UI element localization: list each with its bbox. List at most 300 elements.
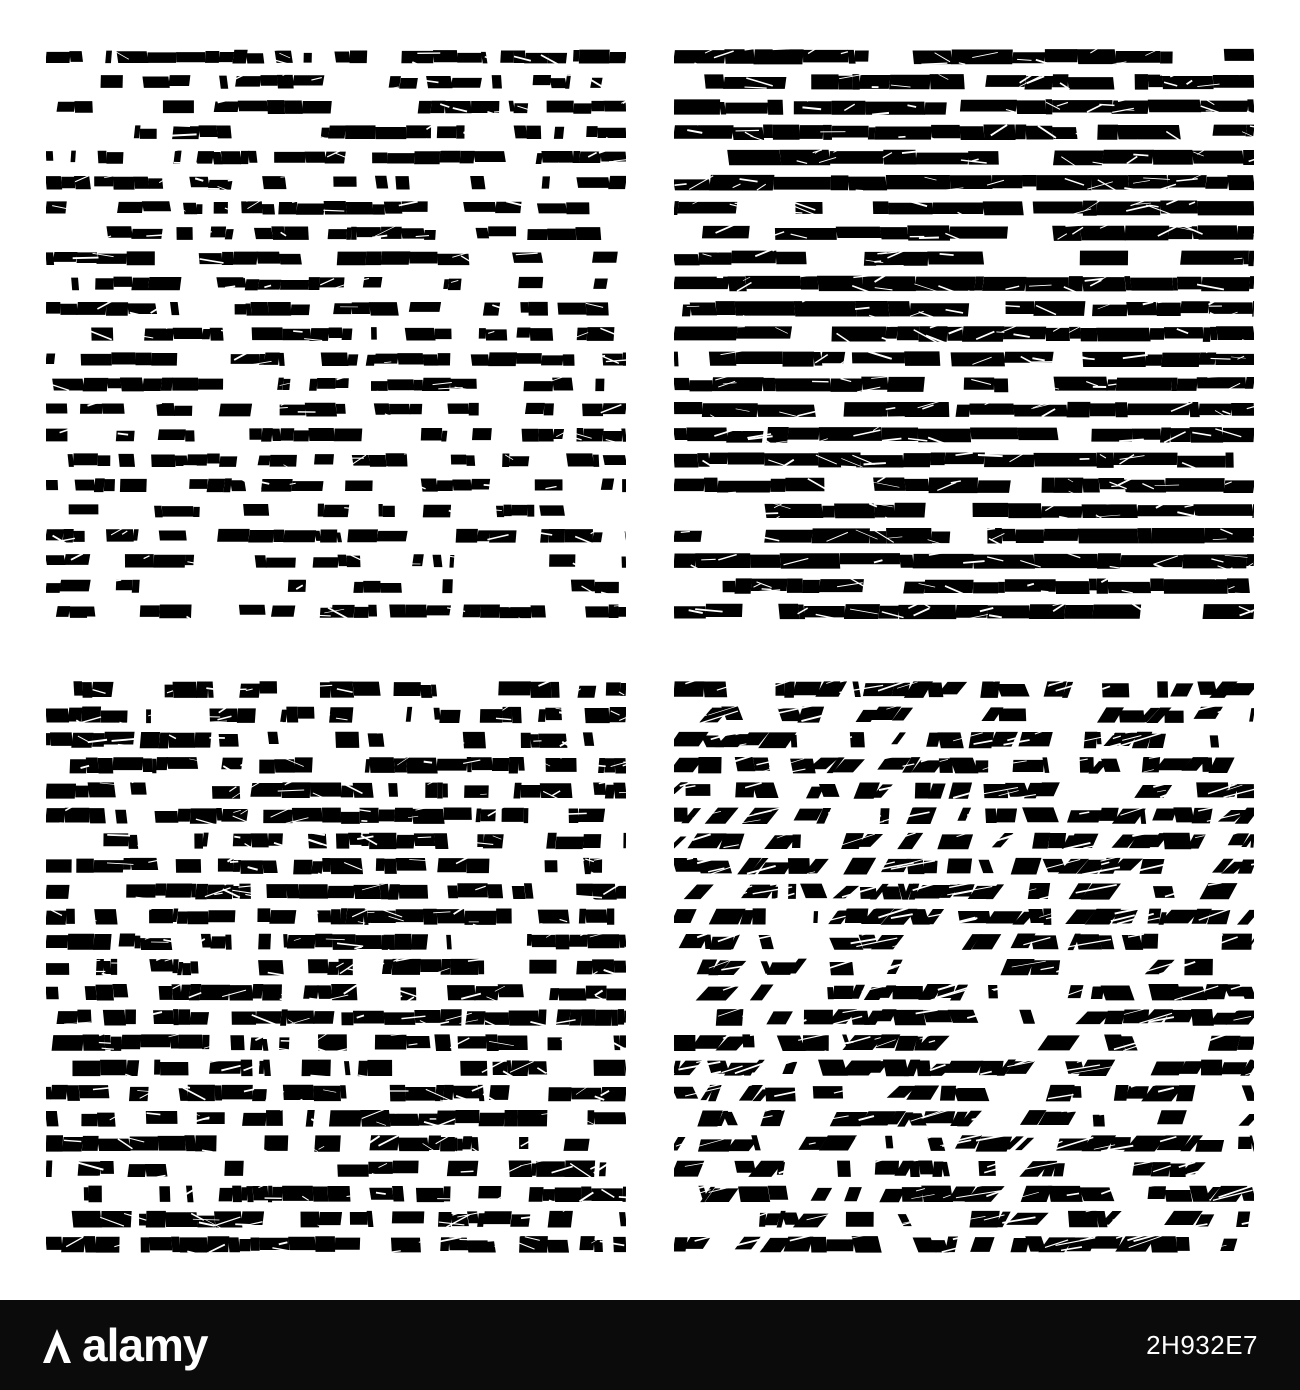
scratch-mark	[807, 92, 828, 102]
ink-fragment	[674, 909, 697, 923]
ink-fragment	[679, 934, 709, 948]
stripe-4	[70, 751, 626, 780]
scratch-mark	[75, 72, 89, 79]
ink-fragment	[345, 908, 364, 924]
ink-fragment	[674, 428, 688, 440]
ink-fragment	[585, 910, 608, 923]
ink-fragment	[995, 809, 1017, 823]
ink-fragment	[228, 985, 253, 1000]
ink-fragment	[471, 101, 500, 113]
ink-fragment	[517, 1110, 547, 1126]
ink-fragment	[811, 1237, 827, 1253]
ink-fragment	[555, 935, 569, 950]
ink-fragment	[290, 304, 310, 315]
ink-fragment	[521, 733, 531, 748]
ink-fragment	[549, 529, 565, 542]
ink-fragment	[382, 959, 393, 974]
ink-fragment	[1201, 1060, 1222, 1076]
ink-fragment	[268, 1186, 272, 1202]
stripe-21	[46, 554, 626, 573]
scratch-mark	[841, 466, 856, 467]
ink-fragment	[489, 1085, 510, 1100]
scratch-mark	[594, 189, 604, 192]
ink-fragment	[314, 1135, 340, 1151]
scratch-mark	[1125, 165, 1147, 169]
ink-fragment	[476, 228, 490, 239]
ink-fragment	[242, 1113, 267, 1126]
scratch-mark	[298, 913, 319, 925]
ink-fragment	[134, 936, 140, 949]
scratch-mark	[1175, 1178, 1217, 1186]
ink-fragment	[750, 555, 781, 568]
ink-fragment	[221, 809, 248, 822]
ink-fragment	[199, 125, 218, 137]
ink-fragment	[346, 556, 360, 567]
ink-fragment	[387, 153, 415, 163]
ink-fragment	[83, 378, 109, 391]
stripe-10	[46, 897, 626, 932]
ink-fragment	[524, 883, 534, 898]
ink-fragment	[451, 455, 467, 465]
ink-fragment	[1215, 354, 1254, 365]
scratch-mark	[1124, 188, 1149, 192]
scratch-mark	[1081, 1047, 1105, 1051]
ink-fragment	[1083, 201, 1097, 216]
scratch-mark	[1067, 1105, 1112, 1112]
ink-fragment	[280, 280, 309, 290]
ink-fragment	[778, 604, 799, 619]
ink-fragment	[899, 555, 914, 568]
scratch-mark	[204, 437, 227, 441]
ink-fragment	[1045, 49, 1077, 62]
ink-fragment	[597, 128, 626, 138]
ink-fragment	[1216, 326, 1254, 340]
ink-fragment	[1001, 529, 1016, 541]
ink-fragment	[327, 1186, 350, 1202]
scratch-mark	[1101, 1181, 1137, 1194]
ink-fragment	[341, 1012, 353, 1025]
ink-fragment	[72, 1211, 102, 1228]
ink-fragment	[472, 428, 492, 440]
ink-fragment	[1226, 453, 1234, 468]
ink-fragment	[378, 504, 382, 517]
ink-fragment	[483, 1211, 512, 1224]
ink-fragment	[194, 733, 211, 748]
ink-fragment	[829, 938, 863, 950]
ink-fragment	[479, 328, 486, 338]
ink-fragment	[829, 151, 884, 164]
scratch-mark	[64, 824, 76, 826]
scratch-mark	[408, 1175, 419, 1180]
ink-fragment	[1152, 528, 1205, 543]
ink-fragment	[1008, 503, 1042, 518]
ink-fragment	[894, 503, 926, 518]
ink-fragment	[1148, 100, 1201, 113]
scratch-mark	[909, 711, 939, 716]
ink-fragment	[52, 379, 84, 391]
ink-fragment	[159, 986, 173, 1000]
ink-fragment	[202, 833, 209, 847]
ink-fragment	[587, 327, 615, 341]
ink-fragment	[187, 454, 208, 465]
ink-fragment	[623, 833, 626, 848]
ink-fragment	[913, 51, 953, 65]
stripe-1	[46, 676, 626, 700]
scratch-mark	[694, 63, 703, 68]
ink-fragment	[133, 529, 139, 540]
ink-fragment	[970, 428, 1019, 440]
ink-fragment	[271, 226, 285, 240]
scratch-mark	[847, 492, 867, 505]
ink-fragment	[569, 808, 579, 823]
ink-fragment	[791, 735, 798, 748]
ink-fragment	[674, 99, 720, 114]
stripe-13	[674, 978, 1254, 1001]
ink-fragment	[252, 1089, 267, 1101]
scratch-mark	[808, 253, 815, 255]
ink-fragment	[129, 1136, 158, 1150]
ink-fragment	[940, 1086, 956, 1101]
scratch-mark	[439, 732, 451, 736]
scratch-mark	[800, 1166, 822, 1173]
ink-fragment	[61, 177, 75, 189]
scratch-mark	[1246, 764, 1254, 769]
ink-fragment	[315, 934, 332, 947]
scratch-mark	[695, 503, 705, 504]
ink-fragment	[219, 1188, 234, 1201]
ink-fragment	[708, 453, 729, 464]
ink-fragment	[1046, 99, 1053, 114]
ink-fragment	[509, 757, 519, 774]
ink-fragment	[240, 151, 249, 164]
scratch-mark	[984, 443, 990, 446]
stripe-23	[46, 1233, 626, 1255]
ink-fragment	[915, 783, 931, 799]
scratch-mark	[406, 739, 417, 740]
ink-fragment	[504, 505, 512, 516]
stripe-20	[46, 523, 626, 544]
scratch-mark	[1111, 1072, 1119, 1074]
scratch-mark	[820, 839, 833, 843]
ink-fragment	[389, 605, 406, 618]
ink-fragment	[464, 911, 496, 925]
ink-fragment	[499, 607, 531, 618]
ink-fragment	[909, 1161, 919, 1177]
ink-fragment	[76, 302, 107, 315]
ink-fragment	[1082, 277, 1126, 291]
ink-fragment	[1132, 429, 1161, 440]
ink-fragment	[579, 50, 610, 64]
ink-fragment	[447, 886, 458, 899]
scratch-mark	[890, 1142, 917, 1149]
ink-fragment	[173, 1009, 179, 1025]
ink-fragment	[456, 125, 464, 138]
scratch-mark	[864, 463, 886, 464]
ink-fragment	[410, 934, 428, 949]
scratch-mark	[1185, 518, 1194, 522]
scratch-mark	[843, 223, 850, 226]
scratch-mark	[871, 59, 884, 62]
ink-fragment	[487, 884, 503, 898]
scratch-mark	[138, 838, 155, 846]
scratch-mark	[850, 803, 871, 809]
ink-fragment	[745, 276, 801, 289]
scratch-mark	[757, 516, 779, 529]
ink-fragment	[533, 75, 551, 85]
ink-fragment	[1165, 711, 1184, 723]
scratch-mark	[977, 806, 987, 808]
stripe-2	[75, 72, 607, 90]
scratch-mark	[336, 288, 357, 298]
scratch-mark	[57, 460, 65, 464]
ink-fragment	[674, 326, 738, 340]
scratch-mark	[246, 191, 268, 201]
scratch-mark	[411, 391, 420, 392]
ink-fragment	[46, 403, 67, 413]
ink-fragment	[549, 988, 559, 1000]
scratch-mark	[118, 433, 128, 434]
ink-fragment	[317, 985, 333, 998]
ink-fragment	[1184, 959, 1213, 975]
ink-fragment	[709, 175, 774, 191]
ink-fragment	[897, 326, 919, 340]
ink-fragment	[606, 682, 621, 695]
ink-fragment	[813, 911, 818, 923]
ink-fragment	[56, 102, 75, 112]
ink-fragment	[547, 101, 574, 113]
scratch-mark	[499, 242, 518, 254]
ink-fragment	[433, 555, 443, 567]
ink-fragment	[538, 429, 554, 442]
scratch-mark	[323, 210, 344, 211]
ink-fragment	[76, 859, 94, 873]
ink-fragment	[340, 1085, 347, 1098]
ink-fragment	[313, 1011, 334, 1024]
ink-fragment	[827, 987, 834, 999]
stripe-11	[46, 931, 626, 959]
ink-fragment	[171, 1237, 181, 1252]
ink-fragment	[423, 505, 451, 518]
ink-fragment	[106, 302, 128, 315]
scratch-mark	[561, 860, 584, 861]
ink-fragment	[521, 785, 541, 798]
scratch-mark	[486, 824, 505, 826]
ink-fragment	[822, 506, 834, 518]
scratch-mark	[385, 414, 402, 421]
ink-fragment	[242, 1187, 248, 1200]
ink-fragment	[327, 886, 355, 898]
scratch-mark	[564, 813, 586, 814]
stripe-4	[674, 116, 1254, 147]
ink-fragment	[1224, 49, 1254, 61]
ink-fragment	[736, 351, 783, 364]
ink-fragment	[1052, 74, 1068, 87]
ink-fragment	[333, 176, 356, 186]
ink-fragment	[764, 453, 819, 465]
ink-fragment	[831, 326, 886, 341]
stripe-17	[674, 1075, 1254, 1101]
ink-fragment	[1067, 77, 1114, 89]
ink-fragment	[232, 1011, 256, 1024]
scratch-mark	[1170, 68, 1189, 77]
ink-fragment	[160, 1062, 189, 1075]
ink-fragment	[111, 959, 117, 975]
scratch-mark	[132, 779, 141, 782]
scratch-mark	[107, 835, 130, 836]
ink-fragment	[190, 961, 198, 973]
scratch-mark	[515, 579, 533, 584]
scratch-mark	[773, 48, 790, 49]
stripe-18	[46, 1099, 626, 1128]
ink-fragment	[1101, 985, 1135, 1000]
scratch-mark	[395, 1112, 407, 1113]
ink-fragment	[677, 202, 737, 214]
ink-fragment	[46, 1135, 63, 1151]
scratch-mark	[524, 517, 546, 521]
ink-fragment	[1195, 1140, 1224, 1152]
scratch-mark	[505, 747, 518, 754]
scratch-mark	[274, 47, 301, 50]
ink-fragment	[351, 227, 357, 240]
ink-fragment	[379, 884, 389, 899]
ink-fragment	[310, 783, 342, 797]
ink-fragment	[249, 428, 262, 439]
ink-fragment	[930, 452, 945, 465]
ink-fragment	[46, 480, 58, 490]
ink-fragment	[457, 53, 482, 63]
ink-fragment	[674, 531, 702, 542]
ink-fragment	[1149, 328, 1164, 340]
stripe-18	[46, 476, 626, 497]
ink-fragment	[998, 582, 1005, 593]
ink-fragment	[583, 834, 601, 848]
ink-fragment	[233, 834, 252, 847]
ink-fragment	[284, 227, 309, 240]
ink-fragment	[576, 177, 610, 188]
scratch-mark	[421, 279, 436, 287]
ink-fragment	[1068, 1211, 1098, 1227]
ink-fragment	[187, 911, 208, 924]
ink-fragment	[94, 478, 105, 492]
ink-fragment	[752, 908, 765, 924]
scratch-mark	[198, 347, 220, 359]
ink-fragment	[898, 605, 956, 619]
ink-fragment	[102, 403, 125, 413]
ink-fragment	[196, 151, 214, 164]
scratch-mark	[46, 697, 66, 700]
ink-fragment	[317, 910, 331, 922]
stripe-5	[674, 773, 1254, 799]
stripe-14	[56, 997, 626, 1035]
scratch-mark	[1206, 347, 1217, 353]
scratch-mark	[1048, 704, 1089, 715]
ink-fragment	[130, 858, 158, 870]
ink-fragment	[457, 883, 487, 897]
ink-fragment	[734, 578, 751, 593]
ink-fragment	[46, 252, 54, 265]
ink-fragment	[619, 1212, 626, 1226]
ink-fragment	[1152, 808, 1177, 820]
ink-fragment	[346, 228, 351, 240]
scratch-mark	[485, 962, 506, 974]
ink-fragment	[46, 354, 55, 365]
ink-fragment	[239, 1239, 251, 1251]
ink-fragment	[341, 812, 360, 824]
scratch-mark	[559, 712, 580, 717]
ink-fragment	[347, 529, 378, 542]
ink-fragment	[927, 251, 984, 264]
ink-fragment	[305, 152, 327, 163]
stripe-20	[674, 1155, 1221, 1177]
ink-fragment	[576, 884, 593, 897]
ink-fragment	[68, 934, 95, 950]
stripe-20	[674, 516, 1254, 547]
ink-fragment	[448, 279, 462, 290]
ink-fragment	[514, 103, 529, 113]
scratch-mark	[284, 1070, 300, 1080]
scratch-mark	[731, 1059, 744, 1063]
scratch-mark	[1114, 1121, 1129, 1125]
scratch-mark	[1013, 1029, 1047, 1038]
brand-logo[interactable]	[40, 1318, 207, 1372]
scratch-mark	[52, 723, 72, 724]
ink-fragment	[420, 685, 433, 698]
scratch-mark	[603, 490, 614, 497]
ink-fragment	[951, 352, 1005, 366]
scratch-mark	[1063, 435, 1075, 438]
ink-fragment	[97, 1113, 116, 1127]
ink-fragment	[547, 229, 576, 240]
scratch-mark	[736, 130, 759, 131]
ink-fragment	[485, 329, 507, 340]
scratch-mark	[687, 858, 693, 859]
ink-fragment	[1236, 226, 1254, 239]
ink-fragment	[930, 74, 965, 89]
ink-fragment	[1246, 554, 1254, 566]
ink-fragment	[320, 682, 330, 697]
ink-fragment	[1238, 1114, 1254, 1126]
scratch-mark	[464, 310, 476, 315]
ink-fragment	[698, 757, 721, 773]
ink-fragment	[147, 52, 176, 62]
ink-fragment	[314, 454, 334, 464]
scratch-mark	[618, 233, 626, 235]
ink-fragment	[232, 1186, 242, 1202]
scratch-mark	[1088, 706, 1103, 709]
ink-fragment	[426, 605, 451, 615]
ink-fragment	[1199, 883, 1237, 899]
scratch-mark	[967, 813, 978, 815]
ink-fragment	[885, 1136, 893, 1149]
ink-fragment	[219, 456, 237, 467]
ink-fragment	[1055, 581, 1089, 594]
scratch-mark	[734, 1207, 749, 1212]
ink-fragment	[155, 884, 166, 896]
ink-fragment	[130, 783, 147, 795]
ink-fragment	[1203, 327, 1211, 341]
scratch-mark	[94, 885, 115, 896]
scratch-mark	[744, 613, 752, 614]
stripe-6	[46, 802, 626, 827]
ink-fragment	[451, 78, 482, 88]
scratch-mark	[1102, 752, 1125, 758]
ink-fragment	[618, 607, 626, 617]
ink-fragment	[71, 151, 76, 162]
ink-fragment	[951, 50, 1013, 65]
ink-fragment	[154, 506, 163, 518]
scratch-mark	[1028, 487, 1042, 496]
ink-fragment	[75, 786, 88, 798]
